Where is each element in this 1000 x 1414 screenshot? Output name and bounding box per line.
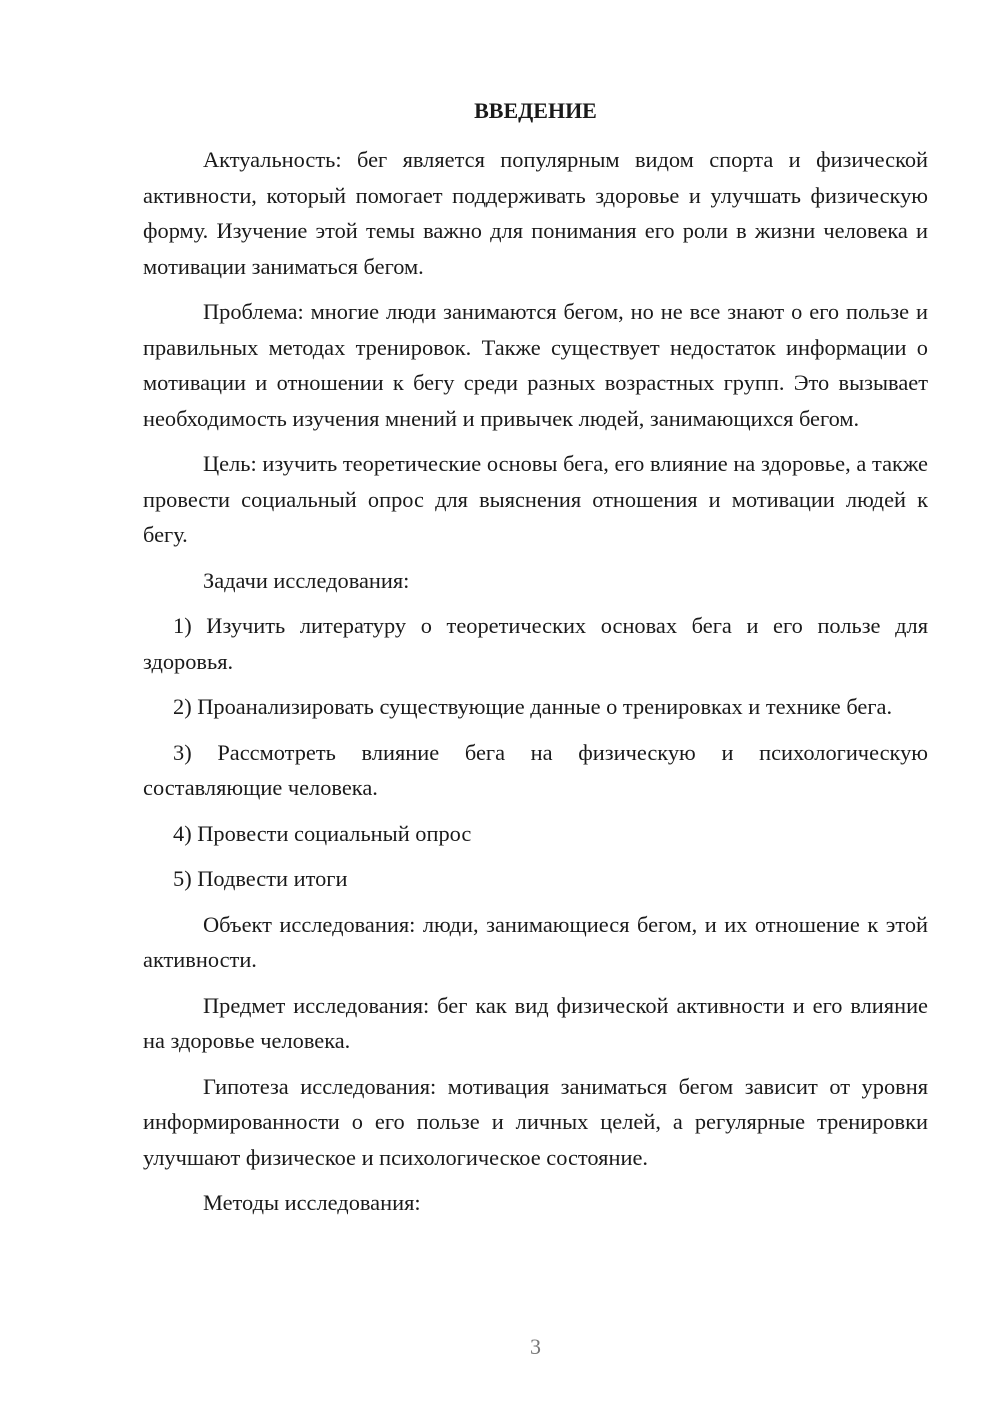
paragraph-object: Объект исследования: люди, занимающиеся бегом, и их отношение к этой активности.	[143, 911, 928, 972]
section-title: ВВЕДЕНИЕ	[474, 98, 597, 123]
task-item-2: 2) Проанализировать существующие данные о тренировках и технике бега.	[173, 694, 893, 719]
paragraph-goal: Цель: изучить теоретические основы бега, его влияние на здоровье, а также провести социальный опрос для выяснения отношения и мотивации людей к бегу.	[143, 451, 928, 547]
paragraph-methods: Методы исследования:	[203, 1190, 421, 1215]
task-item-5: 5) Подвести итоги	[173, 866, 348, 891]
task-item-4: 4) Провести социальный опрос	[173, 820, 472, 846]
task-item-3: 3) Рассмотреть влияние бега на физическую и психологическую составляющие человека.	[143, 739, 928, 800]
paragraph-hypothesis: Гипотеза исследования: мотивация заниматься бегом зависит от уровня информированности о его пользе и личных целей, а регулярные тренировки улучшают физическое и психологическое состояние.	[143, 1073, 928, 1170]
paragraph-tasks-heading: Задачи исследования:	[203, 567, 410, 593]
paragraph-problem: Проблема: многие люди занимаются бегом, но не все знают о его пользе и правильных методах тренировок. Также существует недостаток информации о мотивации и отношении к бегу среди разных возрастных групп. Это вызывает необходимость изучения мнений и привычек людей, занимающихся бегом.	[143, 299, 928, 431]
page-number: 3	[530, 1334, 541, 1359]
task-item-1: 1) Изучить литературу о теоретических основах бега и его пользе для здоровья.	[143, 613, 928, 674]
paragraph-subject: Предмет исследования: бег как вид физической активности и его влияние на здоровье человека.	[143, 992, 928, 1053]
paragraph-relevance: Актуальность: бег является популярным видом спорта и физической активности, который помогает поддерживать здоровье и улучшать физическую форму. Изучение этой темы важно для понимания его роли в жизни человека и мотивации заниматься бегом.	[143, 147, 928, 279]
document-body	[143, 142, 928, 1231]
